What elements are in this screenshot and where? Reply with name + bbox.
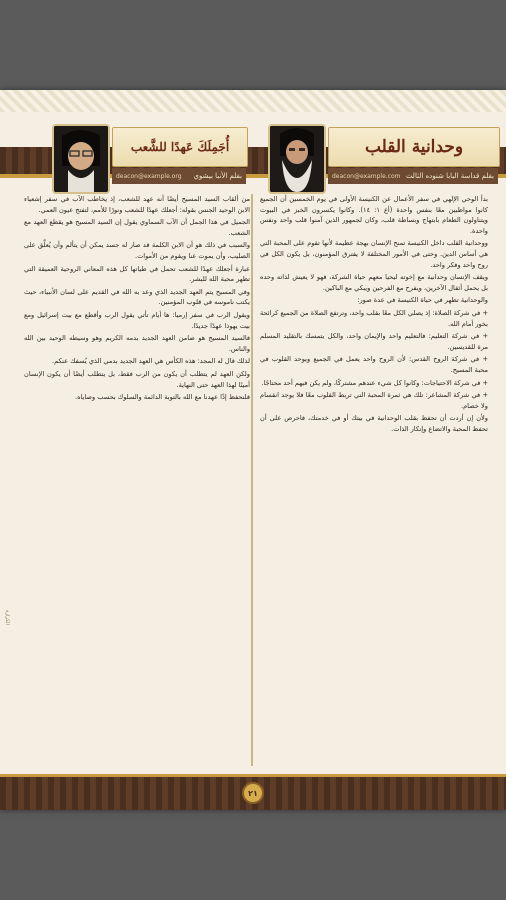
paragraph: + في شركة الاحتياجات: وكانوا كل شيء عندهم مشتركًا، ولم يكن فيهم أحد محتاجًا. [261, 378, 488, 387]
right-article-header [254, 121, 502, 191]
paragraph: ويقف الإنسان وحدانية مع إخوته ليحيا معهم حياة الشركة، فهو لا يعيش لذاته وحده بل يحمل أثقال الآخرين، ويفرح مع الفرحين ويبكي مع الباكين. [260, 273, 488, 292]
author-portrait-left [52, 124, 110, 194]
title-banner-left [112, 127, 248, 167]
paragraph: وفي المسيح يتم العهد الجديد الذي وعد به الله في القديم على لسان الأنبياء، حيث يكتب ناموسه في قلوب المؤمنين. [24, 287, 250, 307]
left-article-column [24, 194, 250, 774]
article-title-left: أُجَمِلَكَ عَهدًا للشَّعب [130, 140, 230, 154]
side-margin-text: الكرازة [4, 610, 10, 625]
paragraph: بدأ الوحي الإلهي في سفر الأعمال عن الكنيسة الأولى في يوم الخمسين أن الجميع كانوا مواظبين معًا بنفس واحدة (أع ١: ١٤). وكانوا يكسرون الخبز في البيوت ويتناولون الطعام بابتهاج وبساطة قلب، وكان لجمهور الذين آمنوا قلب واحد ونفس واحدة. [260, 195, 488, 235]
paragraph: + في شركة الروح القدس: لأن الروح واحد يعمل في الجميع ويوحد القلوب في محبة المسيح. [260, 355, 488, 374]
byline-author-right: بقلم قداسة البابا شنوده الثالث [405, 172, 494, 180]
article-title-right: وحدانية القلب [364, 137, 464, 157]
paragraph: ولأن إن أردت أن تحفظ بقلب الوحدانية في بيتك أو في خدمتك، فاحرص على أن تحفظ المحبة والاتضاع وإنكار الذات. [260, 414, 488, 433]
paragraph: لذلك قال له المجد: هذه الكأس هي العهد الجديد بدمي الذي يُسفك عنكم. [51, 357, 250, 366]
byline-email-left: deacon@example.org [116, 172, 182, 180]
paragraph: من ألقاب السيد المسيح أيضًا أنه عهد للشعب، إذ يخاطب الآب في سفر إشعياء الابن الوحيد الجنس بقوله: أجعلك عهدًا للشعب ونورًا للأمم، لتفتح عيون العمي. [24, 195, 250, 214]
top-border [0, 90, 506, 112]
article-columns [18, 194, 488, 774]
byline-left [112, 168, 246, 184]
right-article-column [260, 194, 488, 774]
paragraph: والوحدانية تظهر في حياة الكنيسة في عدة صور: [357, 296, 488, 305]
paragraph: فلنحفظ إذًا عهدنا مع الله بالتوبة الدائمة والسلوك بحسب وصاياه. [74, 393, 250, 402]
paragraph: ويقول الرب في سفر إرميا: ها أيام تأتي يقول الرب وأقطع مع بيت إسرائيل ومع بيت يهوذا عهدًا جديدًا. [24, 310, 250, 330]
author-portrait-right [268, 124, 326, 194]
byline-email-right: deacon@example.com [332, 172, 401, 180]
page-number: ٢١ [242, 782, 264, 804]
byline-author-left: بقلم الأنبا بيشوي [193, 172, 242, 180]
title-banner-right [328, 127, 500, 167]
magazine-page [0, 90, 506, 810]
paragraph: ولكن العهد لم يتطلب أن يكون من الرب فقط، بل يتطلب أيضًا أن يكون الإنسان أمينًا لهذا العهد حتى النهاية. [24, 369, 250, 389]
left-article-header [22, 121, 250, 191]
paragraph: فالسيد المسيح هو ضامن العهد الجديد بدمه الكريم وهو وسيطه الوحيد بين الله والناس. [24, 334, 250, 353]
paragraph: + في شركة الصلاة: إذ يصلي الكل معًا بقلب واحد، وترتفع الصلاة من الجميع كرائحة بخور أمام الله. [260, 308, 488, 328]
paragraph: الجميل في هذا الجمل أن الآب السماوي يقول إن السيد المسيح هو يقطع العهد مع الشعب. [24, 218, 250, 237]
paragraph: + في شركة المشاعر: تلك هي ثمرة المحبة التي تربط القلوب معًا فلا يوجد انقسام ولا خصام. [260, 391, 488, 410]
paragraph: + في شركة التعليم: فالتعليم واحد والإيمان واحد، والكل يتمسك بالتقليد المسلم مرة للقديسين. [260, 332, 488, 351]
paragraph: ووحدانية القلب داخل الكنيسة تمنح الإنسان بهجة عظيمة لأنها تقوم على المحبة التي هي أساس الدين. وحتى في الأمور المختلفة لا يفترق المؤمنون، بل يكون الكل في روح واحد وفكر واحد. [260, 239, 488, 269]
byline-right [328, 168, 498, 184]
paragraph: والسبب في ذلك هو أن الابن الكلمة قد صار له جسد يمكن أن يتألم وأن يُعلَّق على الصليب، وأن يموت عنا ويقوم من الأموات. [24, 241, 250, 260]
paragraph: عبارة أجعلك عهدًا للشعب تحمل في طياتها كل هذه المعاني الروحية العميقة التي تظهر محبة الله للبشر. [24, 264, 250, 284]
